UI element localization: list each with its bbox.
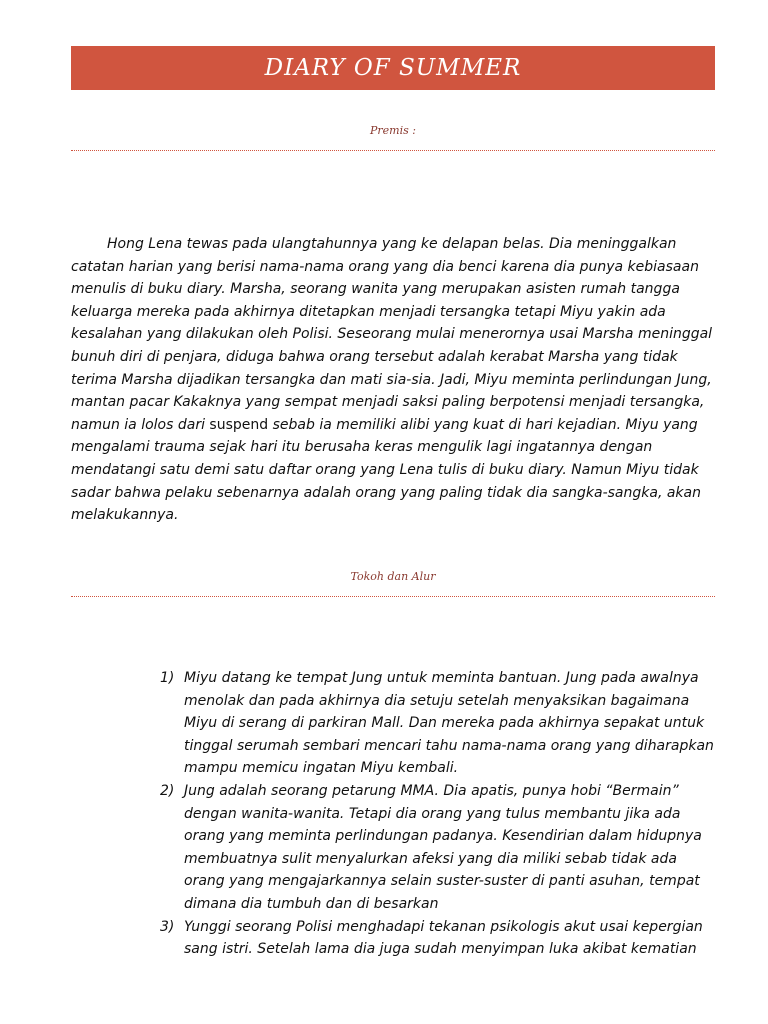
- list-item: [160, 780, 720, 916]
- list-item-number: 1): [160, 670, 175, 686]
- tokoh-heading: Tokoh dan Alur: [350, 570, 436, 583]
- tokoh-list: [160, 667, 720, 961]
- list-item-text: Jung adalah seorang petarung MMA. Dia apatis, punya hobi “Bermain” dengan wanita-wanita. Tetapi dia orang yang tulus membantu jika ada orang yang meminta perlindungan padanya. Kesendirian dalam hidupnya membuatnya sulit menyalurkan afeksi yang dia miliki sebab tidak ada orang yang mengajarkannya selain suster-suster di panti asuhan, tempat dimana dia tumbuh dan di besarkan: [184, 782, 702, 912]
- list-item-number: 2): [160, 782, 175, 799]
- premis-divider: [71, 150, 715, 151]
- premis-heading: Premis :: [370, 124, 416, 137]
- document-title: DIARY OF SUMMER: [264, 55, 522, 81]
- premis-paragraph: [71, 233, 715, 527]
- list-item-number: 3): [160, 918, 175, 935]
- premis-text-roman: suspend: [209, 416, 269, 433]
- list-item: [160, 667, 720, 780]
- tokoh-divider: [71, 596, 715, 597]
- title-banner: [71, 46, 715, 90]
- premis-text-1: Hong Lena tewas pada ulangtahunnya yang ke delapan belas. Dia meninggalkan catatan harian yang berisi nama-nama orang yang dia benci karena dia punya kebiasaan menulis di buku diary. Marsha, seorang wanita yang merupakan asisten rumah tangga keluarga mereka pada akhirnya ditetapkan menjadi tersangka tetapi Miyu yakin ada kesalahan yang dilakukan oleh Polisi. Seseorang mulai menerornya usai Marsha meninggal bunuh diri di penjara, diduga bahwa orang tersebut adalah kerabat Marsha yang tidak terima Marsha dijadikan tersangka dan mati sia-sia. Jadi, Miyu meminta perlindungan Jung, mantan pacar Kakaknya yang sempat menjadi saksi paling berpotensi menjadi tersangka, namun ia lolos dari: [71, 236, 713, 433]
- premis-text-2: sebab ia memiliki alibi yang kuat di hari kejadian. Miyu yang mengalami trauma sejak hari itu berusaha keras mengulik lagi ingatannya dengan mendatangi satu demi satu daftar orang yang Lena tulis di buku diary. Namun Miyu tidak sadar bahwa pelaku sebenarnya adalah orang yang paling tidak dia sangka-sangka, akan melakukannya.: [71, 416, 701, 524]
- list-item: [160, 916, 720, 961]
- list-item-text: Yunggi seorang Polisi menghadapi tekanan psikologis akut usai kepergian sang istri. Setelah lama dia juga sudah menyimpan luka akibat kematian: [184, 918, 703, 958]
- list-item-text: Miyu datang ke tempat Jung untuk meminta bantuan. Jung pada awalnya menolak dan pada akhirnya dia setuju setelah menyaksikan bagaimana Miyu di serang di parkiran Mall. Dan mereka pada akhirnya sepakat untuk tinggal serumah sembari mencari tahu nama-nama orang yang diharapkan mampu memicu ingatan Miyu kembali.: [184, 670, 714, 777]
